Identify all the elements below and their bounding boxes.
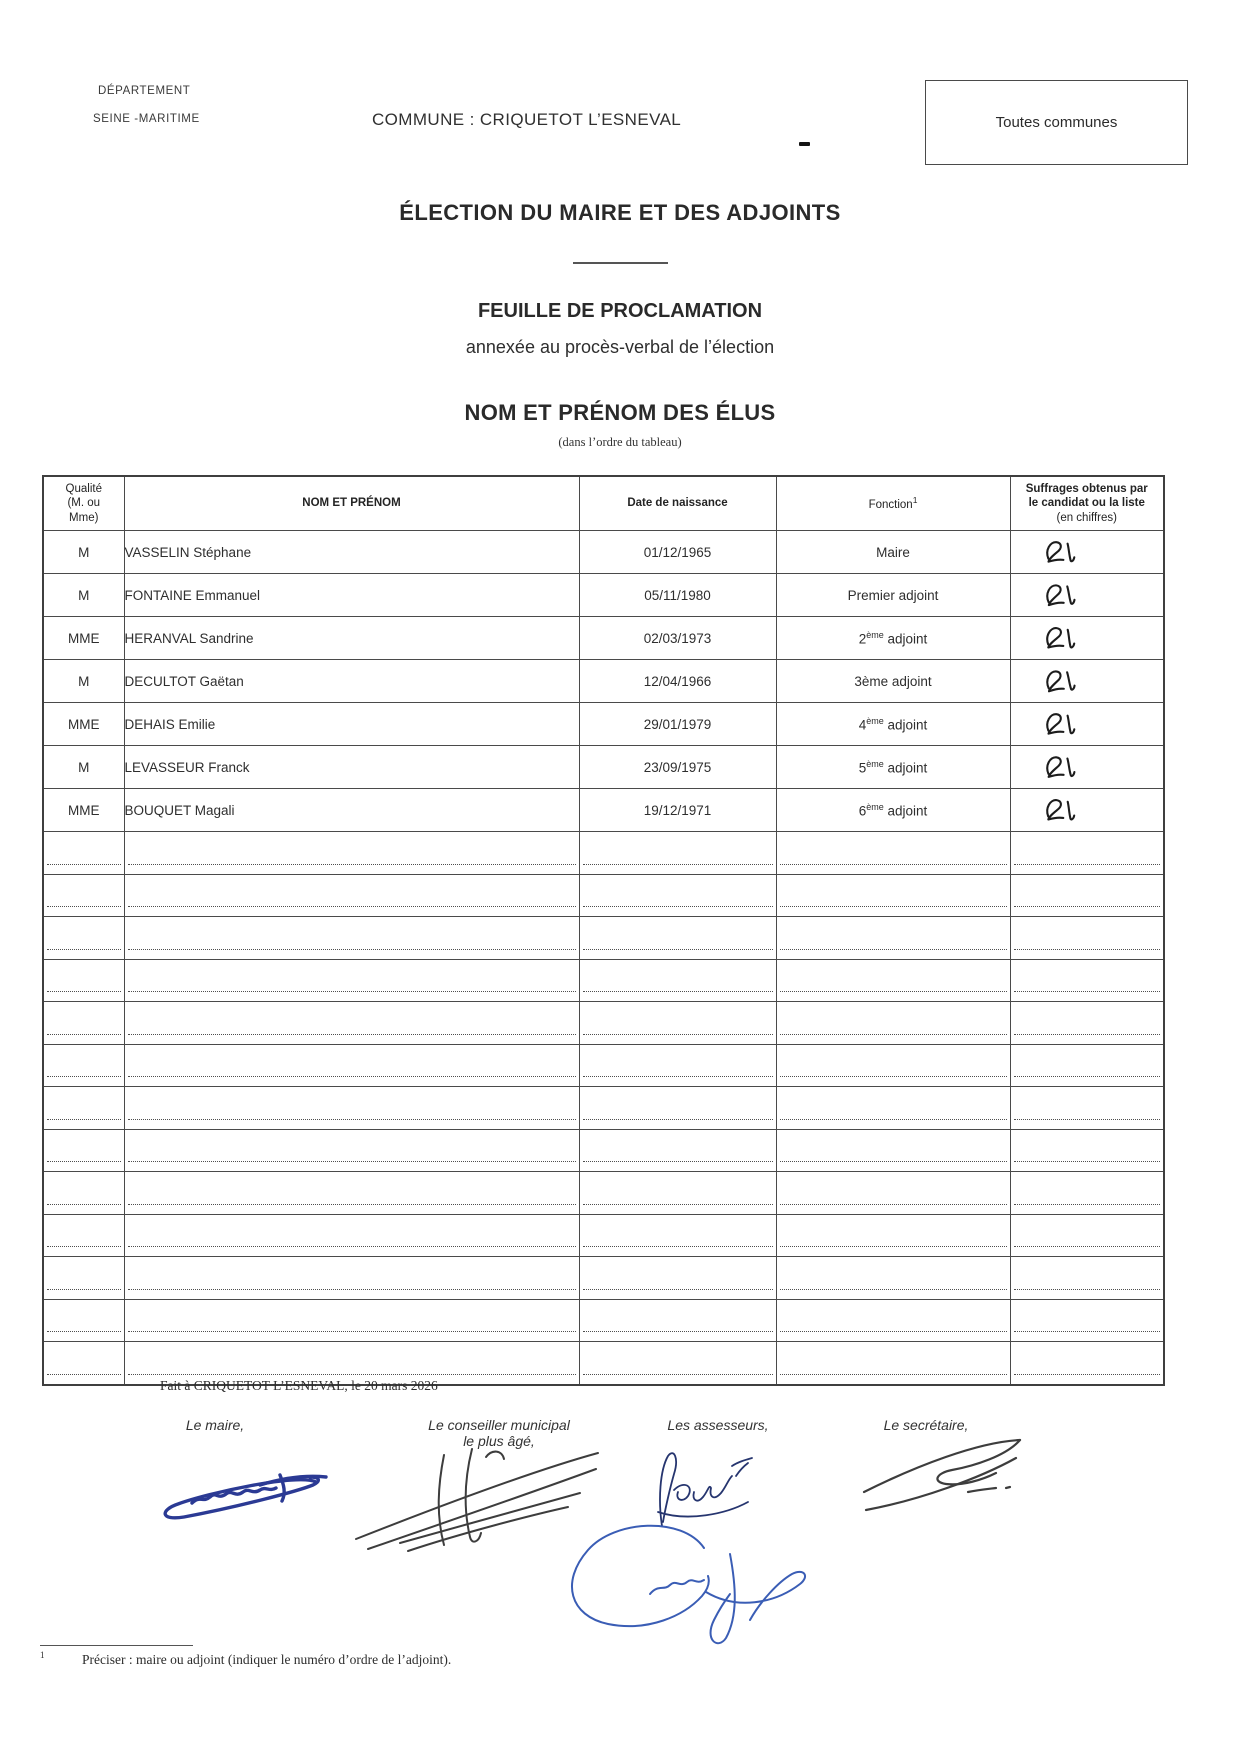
- empty-cell: [579, 1044, 776, 1087]
- empty-cell: [579, 1257, 776, 1300]
- empty-cell: [579, 1342, 776, 1385]
- empty-cell: [43, 1044, 124, 1087]
- label-maire: Le maire,: [185, 1417, 245, 1433]
- dotted-fill-line: [583, 860, 773, 865]
- empty-cell: [43, 1214, 124, 1257]
- label-secretaire: Le secrétaire,: [883, 1417, 969, 1433]
- dotted-fill-line: [1014, 1200, 1161, 1205]
- dotted-fill-line: [583, 1030, 773, 1035]
- cell-nom: DEHAIS Emilie: [124, 703, 579, 746]
- empty-cell: [776, 959, 1010, 1002]
- cell-fonction: 6ème adjoint: [776, 789, 1010, 832]
- cell-nom: BOUQUET Magali: [124, 789, 579, 832]
- dotted-fill-line: [47, 1115, 121, 1120]
- commune-line: COMMUNE : CRIQUETOT L’ESNEVAL: [372, 110, 682, 129]
- table-title: NOM ET PRÉNOM DES ÉLUS: [464, 400, 776, 425]
- dotted-fill-line: [780, 1200, 1007, 1205]
- empty-cell: [776, 874, 1010, 917]
- empty-table-row: [43, 1214, 1164, 1257]
- maire-signature: [148, 1455, 338, 1530]
- table-row: [43, 660, 1164, 703]
- assesseurs-flourish-signature: [552, 1498, 822, 1650]
- empty-cell: [776, 832, 1010, 875]
- empty-cell: [1010, 1044, 1164, 1087]
- footnote-text: Préciser : maire ou adjoint (indiquer le numéro d’ordre de l’adjoint).: [82, 1652, 452, 1667]
- dotted-fill-line: [780, 1370, 1007, 1375]
- empty-cell: [1010, 874, 1164, 917]
- cell-qualite: M: [43, 660, 124, 703]
- table-row: [43, 617, 1164, 660]
- dotted-fill-line: [128, 1115, 576, 1120]
- dotted-fill-line: [128, 987, 576, 992]
- dotted-fill-line: [780, 1030, 1007, 1035]
- empty-cell: [776, 1044, 1010, 1087]
- table-row: [43, 746, 1164, 789]
- dotted-fill-line: [47, 987, 121, 992]
- sheet-subtitle: annexée au procès-verbal de l’élection: [465, 337, 775, 357]
- empty-cell: [124, 1002, 579, 1045]
- cell-naissance: 02/03/1973: [579, 617, 776, 660]
- empty-cell: [124, 1257, 579, 1300]
- dotted-fill-line: [583, 1242, 773, 1247]
- empty-cell: [43, 959, 124, 1002]
- dotted-fill-line: [47, 860, 121, 865]
- empty-cell: [579, 874, 776, 917]
- empty-cell: [579, 1299, 776, 1342]
- dotted-fill-line: [128, 902, 576, 907]
- dotted-fill-line: [780, 987, 1007, 992]
- cell-qualite: MME: [43, 703, 124, 746]
- dotted-fill-line: [1014, 1030, 1161, 1035]
- empty-cell: [1010, 917, 1164, 960]
- dotted-fill-line: [583, 1115, 773, 1120]
- table-body: [43, 531, 1164, 1385]
- empty-table-row: [43, 1257, 1164, 1300]
- cell-fonction: 3ème adjoint: [776, 660, 1010, 703]
- empty-cell: [1010, 1214, 1164, 1257]
- dotted-fill-line: [128, 945, 576, 950]
- empty-table-row: [43, 1129, 1164, 1172]
- dotted-fill-line: [780, 1242, 1007, 1247]
- dotted-fill-line: [583, 1157, 773, 1162]
- dotted-fill-line: [780, 1327, 1007, 1332]
- empty-cell: [776, 1214, 1010, 1257]
- empty-cell: [776, 1257, 1010, 1300]
- cell-fonction: 2ème adjoint: [776, 617, 1010, 660]
- dotted-fill-line: [1014, 987, 1161, 992]
- dotted-fill-line: [583, 1370, 773, 1375]
- empty-cell: [124, 1044, 579, 1087]
- empty-cell: [124, 832, 579, 875]
- empty-cell: [1010, 1257, 1164, 1300]
- empty-cell: [579, 1129, 776, 1172]
- main-title: ÉLECTION DU MAIRE ET DES ADJOINTS: [399, 200, 841, 225]
- empty-cell: [43, 1002, 124, 1045]
- secretaire-signature: [856, 1430, 1031, 1525]
- cell-nom: LEVASSEUR Franck: [124, 746, 579, 789]
- table-row: [43, 574, 1164, 617]
- dotted-fill-line: [583, 1285, 773, 1290]
- empty-cell: [1010, 1129, 1164, 1172]
- dotted-fill-line: [1014, 1157, 1161, 1162]
- cell-nom: HERANVAL Sandrine: [124, 617, 579, 660]
- cell-suffrages-handwritten: [1010, 617, 1164, 660]
- cell-fonction: 5ème adjoint: [776, 746, 1010, 789]
- empty-cell: [776, 1172, 1010, 1215]
- footnote-marker: 1: [40, 1650, 45, 1660]
- empty-cell: [124, 1129, 579, 1172]
- cell-suffrages-handwritten: [1010, 703, 1164, 746]
- dotted-fill-line: [780, 1072, 1007, 1077]
- department-name: SEINE -MARITIME: [93, 113, 200, 125]
- sheet-title: FEUILLE DE PROCLAMATION: [477, 300, 763, 322]
- empty-cell: [579, 917, 776, 960]
- col-header-suffrages: Suffrages obtenus par le candidat ou la liste (en chiffres): [1010, 476, 1164, 531]
- dotted-fill-line: [583, 1072, 773, 1077]
- cell-nom: VASSELIN Stéphane: [124, 531, 579, 574]
- empty-table-row: [43, 832, 1164, 875]
- cell-qualite: M: [43, 531, 124, 574]
- empty-table-row: [43, 1044, 1164, 1087]
- empty-cell: [1010, 1172, 1164, 1215]
- empty-cell: [124, 917, 579, 960]
- dotted-fill-line: [47, 1072, 121, 1077]
- dotted-fill-line: [128, 1030, 576, 1035]
- col-header-fonction: Fonction$^1$: [776, 476, 1010, 531]
- dotted-fill-line: [1014, 945, 1161, 950]
- dotted-fill-line: [47, 1370, 121, 1375]
- dotted-fill-line: [1014, 1115, 1161, 1120]
- empty-table-row: [43, 917, 1164, 960]
- dotted-fill-line: [128, 860, 576, 865]
- done-at-line: Fait à CRIQUETOT L’ESNEVAL, le 20 mars 2026: [160, 1378, 438, 1393]
- table-note: (dans l’ordre du tableau): [558, 435, 682, 449]
- dotted-fill-line: [128, 1327, 576, 1332]
- empty-cell: [1010, 1299, 1164, 1342]
- empty-cell: [1010, 959, 1164, 1002]
- cell-qualite: M: [43, 574, 124, 617]
- dotted-fill-line: [780, 902, 1007, 907]
- cell-fonction: Premier adjoint: [776, 574, 1010, 617]
- table-row: [43, 789, 1164, 832]
- dotted-fill-line: [583, 987, 773, 992]
- footnote-divider: [40, 1645, 193, 1646]
- dotted-fill-line: [780, 945, 1007, 950]
- empty-cell: [43, 832, 124, 875]
- empty-cell: [1010, 832, 1164, 875]
- empty-cell: [1010, 1087, 1164, 1130]
- label-assesseurs: Les assesseurs,: [667, 1417, 769, 1433]
- stamp-box-label: Toutes communes: [995, 114, 1118, 131]
- cell-naissance: 29/01/1979: [579, 703, 776, 746]
- empty-cell: [776, 1299, 1010, 1342]
- cell-qualite: M: [43, 746, 124, 789]
- empty-cell: [43, 1257, 124, 1300]
- cell-nom: FONTAINE Emmanuel: [124, 574, 579, 617]
- scan-artifact-dash: [799, 142, 810, 146]
- dotted-fill-line: [47, 902, 121, 907]
- empty-cell: [579, 1214, 776, 1257]
- cell-suffrages-handwritten: [1010, 531, 1164, 574]
- empty-table-row: [43, 874, 1164, 917]
- col-header-nom: NOM ET PRÉNOM: [124, 476, 579, 531]
- cell-naissance: 05/11/1980: [579, 574, 776, 617]
- dotted-fill-line: [47, 1157, 121, 1162]
- dotted-fill-line: [583, 1327, 773, 1332]
- department-label: DÉPARTEMENT: [98, 85, 191, 97]
- cell-qualite: MME: [43, 789, 124, 832]
- label-conseiller: Le conseiller municipal le plus âgé,: [428, 1417, 570, 1449]
- empty-cell: [1010, 1342, 1164, 1385]
- dotted-fill-line: [583, 1200, 773, 1205]
- dotted-fill-line: [128, 1157, 576, 1162]
- empty-cell: [579, 1172, 776, 1215]
- dotted-fill-line: [128, 1370, 576, 1375]
- empty-cell: [43, 1172, 124, 1215]
- dotted-fill-line: [1014, 1072, 1161, 1077]
- empty-cell: [43, 1129, 124, 1172]
- empty-cell: [43, 1342, 124, 1385]
- empty-cell: [124, 959, 579, 1002]
- dotted-fill-line: [780, 1115, 1007, 1120]
- empty-cell: [43, 917, 124, 960]
- cell-naissance: 23/09/1975: [579, 746, 776, 789]
- empty-table-row: [43, 1002, 1164, 1045]
- empty-cell: [43, 1087, 124, 1130]
- empty-cell: [43, 874, 124, 917]
- cell-suffrages-handwritten: [1010, 574, 1164, 617]
- empty-cell: [124, 1214, 579, 1257]
- empty-cell: [579, 1002, 776, 1045]
- table-row: [43, 703, 1164, 746]
- dotted-fill-line: [47, 1200, 121, 1205]
- empty-cell: [579, 1087, 776, 1130]
- empty-cell: [124, 1172, 579, 1215]
- dotted-fill-line: [1014, 860, 1161, 865]
- cell-suffrages-handwritten: [1010, 660, 1164, 703]
- empty-cell: [124, 874, 579, 917]
- cell-naissance: 19/12/1971: [579, 789, 776, 832]
- dotted-fill-line: [1014, 1242, 1161, 1247]
- dotted-fill-line: [128, 1242, 576, 1247]
- cell-qualite: MME: [43, 617, 124, 660]
- dotted-fill-line: [47, 1285, 121, 1290]
- elus-table-header: [43, 476, 1164, 531]
- title-divider: [573, 262, 668, 264]
- col-header-qualite: Qualité (M. ou Mme): [43, 476, 124, 531]
- dotted-fill-line: [47, 1030, 121, 1035]
- dotted-fill-line: [47, 1327, 121, 1332]
- cell-fonction: Maire: [776, 531, 1010, 574]
- cell-nom: DECULTOT Gaëtan: [124, 660, 579, 703]
- empty-cell: [776, 1087, 1010, 1130]
- cell-naissance: 01/12/1965: [579, 531, 776, 574]
- cell-naissance: 12/04/1966: [579, 660, 776, 703]
- table-row: [43, 531, 1164, 574]
- elus-table: [42, 475, 1165, 1386]
- empty-cell: [1010, 1002, 1164, 1045]
- dotted-fill-line: [128, 1285, 576, 1290]
- empty-cell: [124, 1087, 579, 1130]
- dotted-fill-line: [47, 945, 121, 950]
- empty-cell: [579, 959, 776, 1002]
- empty-cell: [579, 832, 776, 875]
- col-header-date: Date de naissance: [579, 476, 776, 531]
- dotted-fill-line: [1014, 902, 1161, 907]
- dotted-fill-line: [1014, 1370, 1161, 1375]
- cell-suffrages-handwritten: [1010, 789, 1164, 832]
- cell-fonction: 4ème adjoint: [776, 703, 1010, 746]
- empty-table-row: [43, 1172, 1164, 1215]
- empty-table-row: [43, 1299, 1164, 1342]
- empty-cell: [124, 1299, 579, 1342]
- dotted-fill-line: [47, 1242, 121, 1247]
- empty-cell: [776, 1002, 1010, 1045]
- empty-table-row: [43, 959, 1164, 1002]
- dotted-fill-line: [583, 902, 773, 907]
- dotted-fill-line: [780, 1157, 1007, 1162]
- dotted-fill-line: [128, 1072, 576, 1077]
- dotted-fill-line: [1014, 1285, 1161, 1290]
- empty-cell: [776, 1129, 1010, 1172]
- dotted-fill-line: [128, 1200, 576, 1205]
- empty-cell: [43, 1299, 124, 1342]
- dotted-fill-line: [583, 945, 773, 950]
- cell-suffrages-handwritten: [1010, 746, 1164, 789]
- empty-cell: [776, 1342, 1010, 1385]
- empty-table-row: [43, 1087, 1164, 1130]
- dotted-fill-line: [780, 860, 1007, 865]
- dotted-fill-line: [780, 1285, 1007, 1290]
- empty-cell: [776, 917, 1010, 960]
- stamp-box: [925, 80, 1188, 165]
- dotted-fill-line: [1014, 1327, 1161, 1332]
